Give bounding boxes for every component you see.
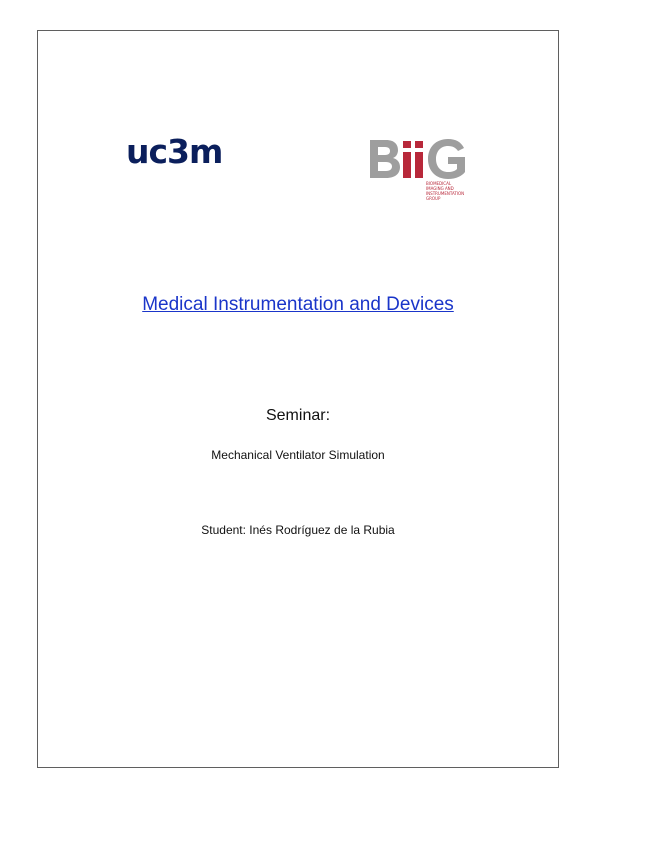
svg-text:BIOMEDICAL: BIOMEDICAL: [426, 181, 452, 186]
student-name: Student: Inés Rodríguez de la Rubia: [201, 523, 395, 537]
course-title-link[interactable]: Medical Instrumentation and Devices: [142, 294, 454, 315]
uc3m-logo: uc3m: [126, 132, 223, 171]
seminar-label: Seminar:: [265, 407, 331, 424]
svg-text:INSTRUMENTATION: INSTRUMENTATION: [426, 191, 465, 196]
svg-text:IMAGING AND: IMAGING AND: [426, 186, 454, 191]
seminar-topic: Mechanical Ventilator Simulation: [211, 448, 385, 462]
svg-text:GROUP: GROUP: [426, 196, 441, 201]
